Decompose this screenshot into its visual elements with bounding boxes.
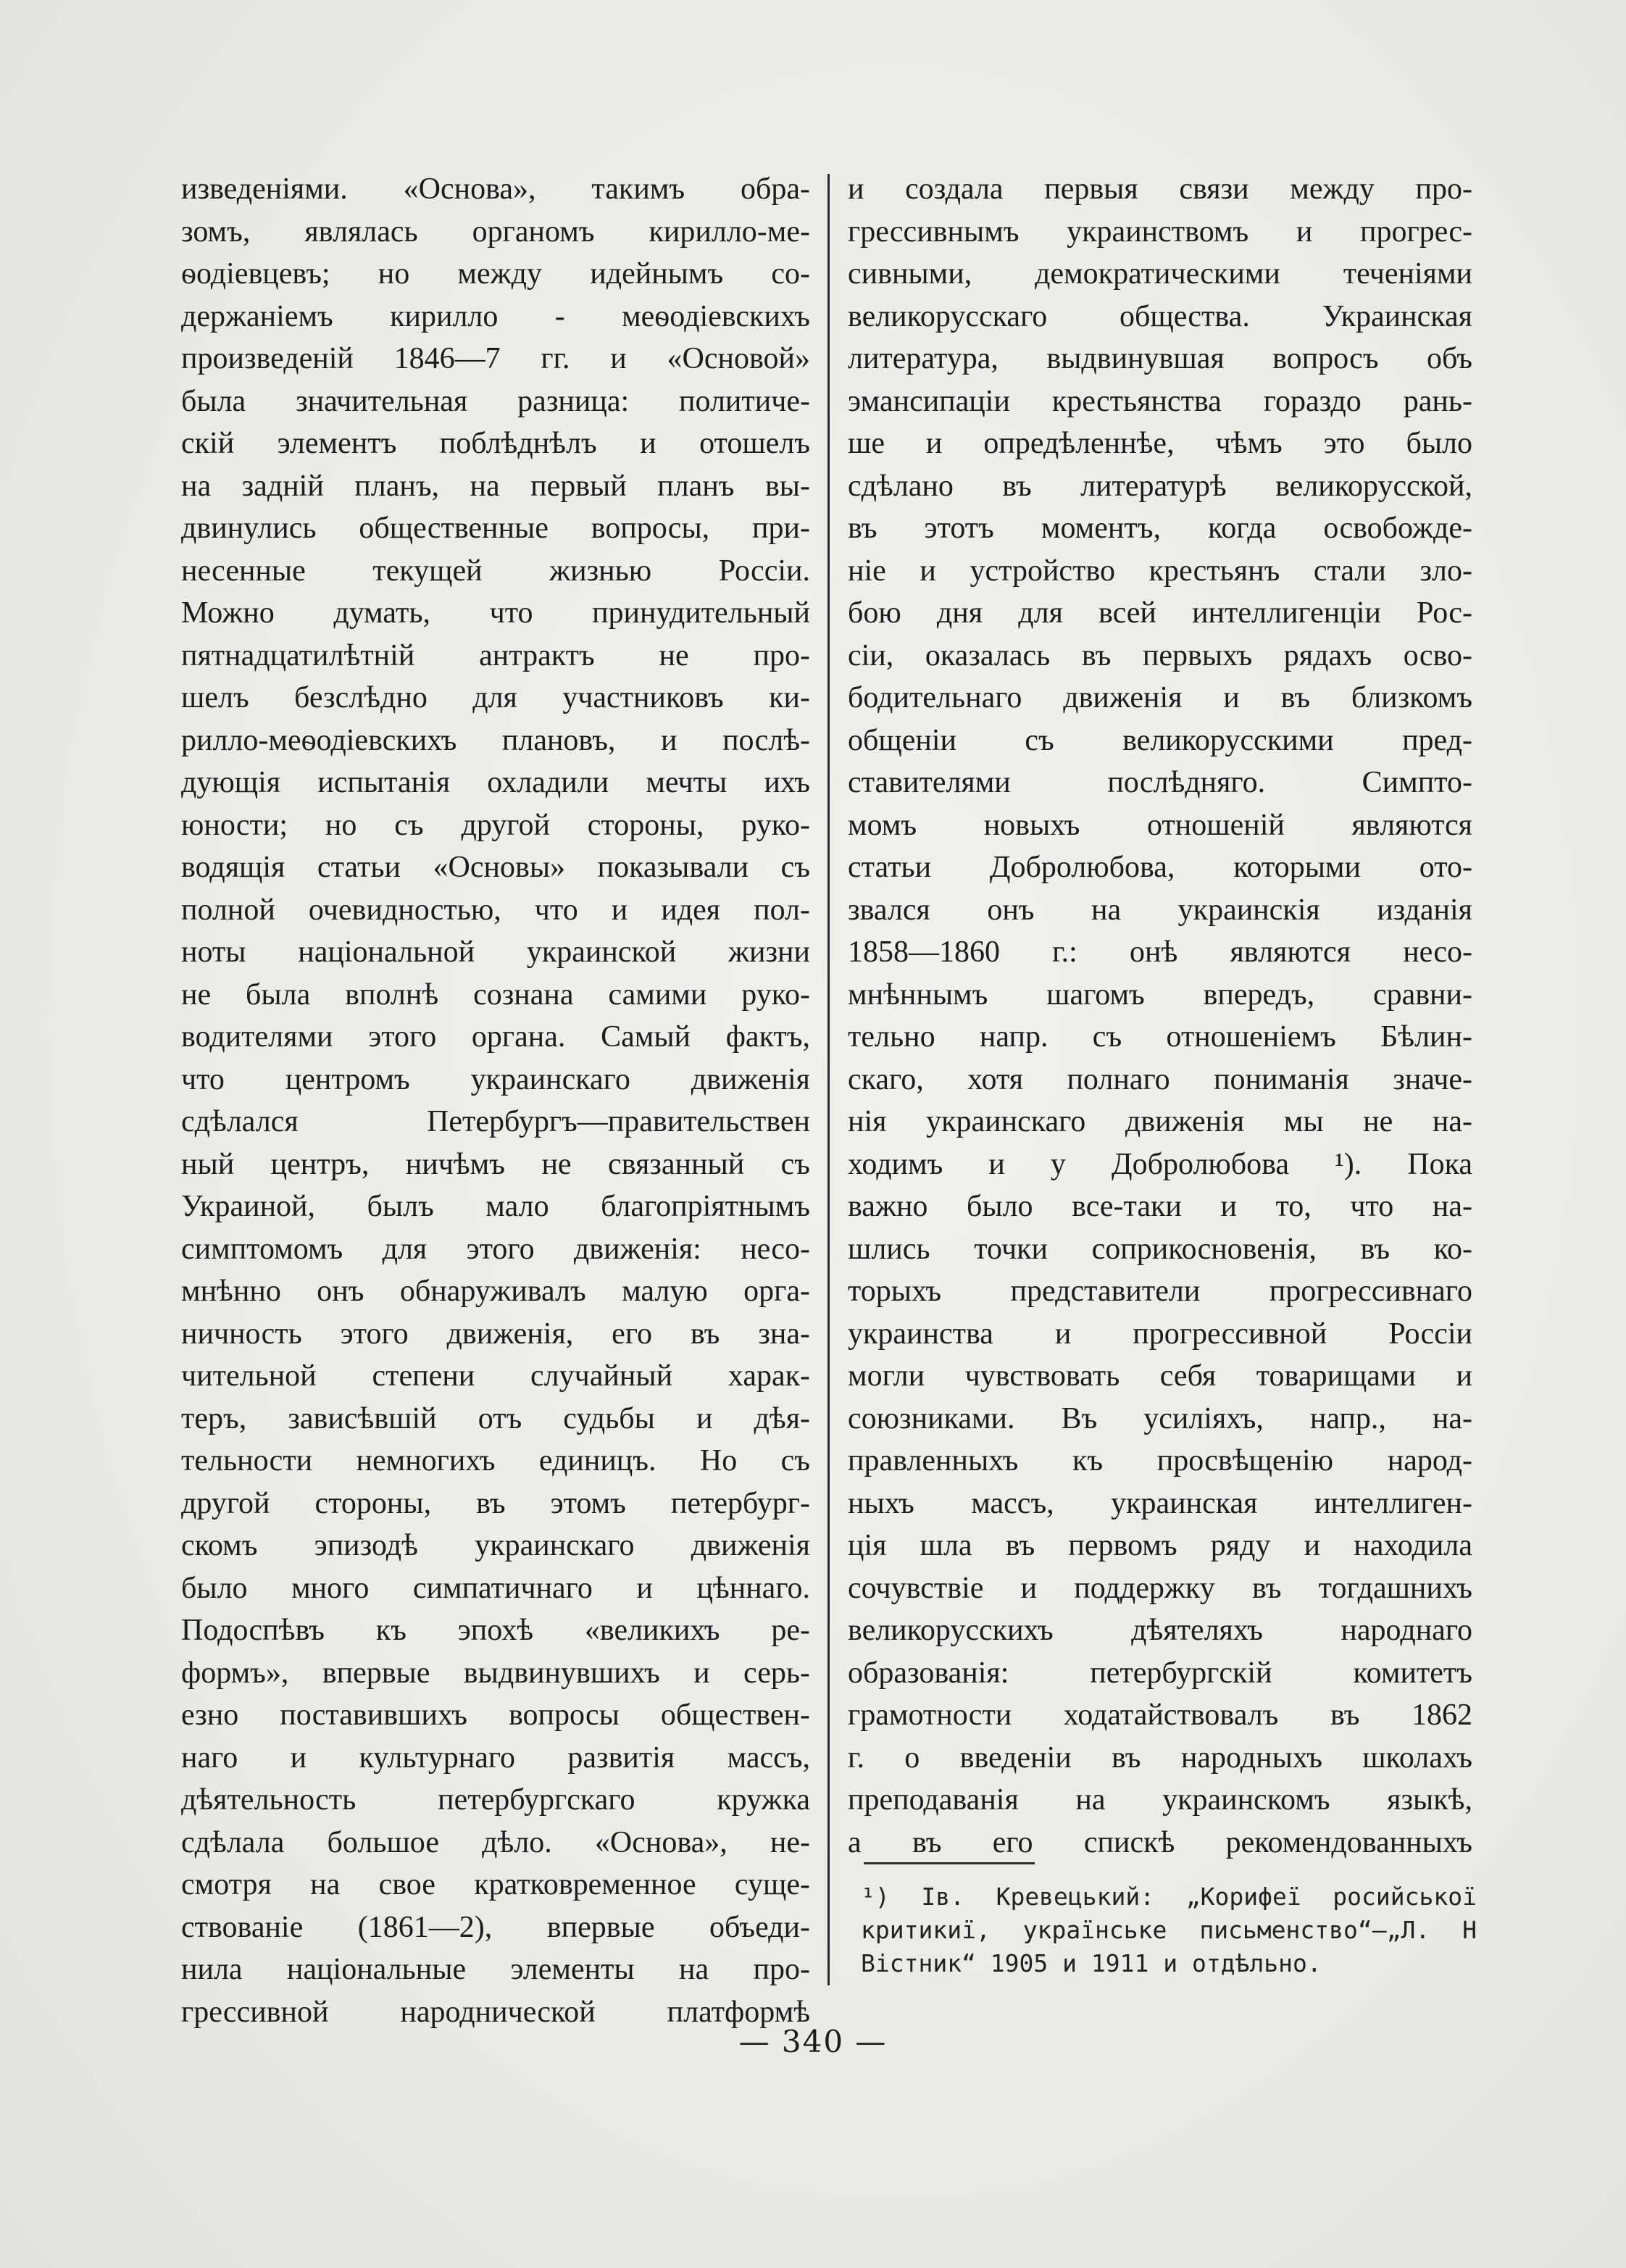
text-line: ныхъ массъ, украинская интеллиген- <box>848 1486 1472 1520</box>
text-line: момъ новыхъ отношеній являются <box>848 808 1472 842</box>
text-line: образованія: петербургскій комитетъ <box>848 1656 1472 1690</box>
text-line: рилло-меѳодіевскихъ плановъ, и послѣ- <box>181 723 810 757</box>
text-line: смотря на свое кратковременное суще- <box>181 1868 810 1901</box>
text-line: ставителями послѣдняго. Симпто- <box>848 766 1472 799</box>
text-line: сдѣлала большое дѣло. «Основа», не- <box>181 1825 810 1859</box>
text-line: наго и культурнаго развитія массъ, <box>181 1740 810 1775</box>
text-line: Украиной, былъ мало благопріятнымъ <box>181 1190 810 1223</box>
text-line: преподаванія на украинскомъ языкѣ, <box>848 1783 1472 1817</box>
left-text-column <box>181 168 810 2033</box>
text-line: мнѣннымъ шагомъ впередъ, сравни- <box>848 977 1472 1012</box>
footnote-separator <box>864 1862 1035 1864</box>
text-line: украинства и прогрессивной Россіи <box>848 1317 1472 1351</box>
text-line: езно поставившихъ вопросы обществен- <box>181 1698 810 1732</box>
text-line: другой стороны, въ этомъ петербург- <box>181 1486 810 1520</box>
text-line: ніе и устройство крестьянъ стали зло- <box>848 554 1472 588</box>
text-line: торыхъ представители прогрессивнаго <box>848 1275 1472 1308</box>
text-line: тельно напр. съ отношеніемъ Бѣлин- <box>848 1020 1472 1054</box>
text-line: ноты національной украинской жизни <box>181 935 810 969</box>
text-line: нія украинскаго движенія мы не на- <box>848 1105 1472 1138</box>
text-line: эмансипаціи крестьянства гораздо рань- <box>848 384 1472 418</box>
text-line: Можно думать, что принудительный <box>181 596 810 630</box>
text-line: что центромъ украинскаго движенія <box>181 1062 810 1096</box>
column-divider <box>827 174 830 1985</box>
text-line: могли чувствовать себя товарищами и <box>848 1359 1472 1393</box>
text-line: двинулись общественные вопросы, при- <box>181 512 810 545</box>
text-line: литература, выдвинувшая вопросъ объ <box>848 342 1472 375</box>
text-line: въ этотъ моментъ, когда освобожде- <box>848 512 1472 545</box>
text-line: а въ его спискѣ рекомендованныхъ <box>848 1825 1472 1859</box>
text-line: держаніемъ кирилло - меѳодіевскихъ <box>181 299 810 333</box>
text-line: было много симпатичнаго и цѣннаго. <box>181 1571 810 1605</box>
text-line: тельности немногихъ единицъ. Но съ <box>181 1444 810 1477</box>
text-line: Подоспѣвъ къ эпохѣ «великихъ ре- <box>181 1614 810 1647</box>
text-line: водящія статьи «Основы» показывали съ <box>181 851 810 884</box>
text-line: произведеній 1846—7 гг. и «Основой» <box>181 342 810 375</box>
text-line: на задній планъ, на первый планъ вы- <box>181 469 810 503</box>
text-line: важно было все-таки и то, что на- <box>848 1190 1472 1223</box>
text-line: скій элементъ поблѣднѣлъ и отошелъ <box>181 427 810 460</box>
text-line: великорусскихъ дѣятеляхъ народнаго <box>848 1614 1472 1647</box>
text-line: бою дня для всей интеллигенціи Рос- <box>848 596 1472 630</box>
text-line: скомъ эпизодѣ украинскаго движенія <box>181 1529 810 1562</box>
text-line: 1858—1860 г.: онѣ являются несо- <box>848 935 1472 969</box>
text-line: симптомомъ для этого движенія: несо- <box>181 1232 810 1266</box>
text-line: и создала первыя связи между про- <box>848 172 1472 206</box>
text-line: великорусскаго общества. Украинская <box>848 299 1472 333</box>
text-line: водителями этого органа. Самый фактъ, <box>181 1020 810 1054</box>
text-line: сіи, оказалась въ первыхъ рядахъ осво- <box>848 638 1472 672</box>
text-line: скаго, хотя полнаго пониманія значе- <box>848 1062 1472 1096</box>
text-line: звался онъ на украинскія изданія <box>848 893 1472 927</box>
footnote-block <box>861 1880 1477 1980</box>
text-line: статьи Добролюбова, которыми ото- <box>848 851 1472 884</box>
text-line: нила національные элементы на про- <box>181 1953 810 1986</box>
text-line: не была вполнѣ сознана самими руко- <box>181 977 810 1012</box>
text-line: ше и опредѣленнѣе, чѣмъ это было <box>848 427 1472 460</box>
text-line: теръ, зависѣвшій отъ судьбы и дѣя- <box>181 1401 810 1435</box>
text-line: грессивнымъ украинствомъ и прогрес- <box>848 214 1472 249</box>
text-line: ничность этого движенія, его въ зна- <box>181 1317 810 1351</box>
text-line: шлись точки соприкосновенія, въ ко- <box>848 1232 1472 1266</box>
text-line: изведеніями. «Основа», такимъ обра- <box>181 172 810 206</box>
footnote-line: Вістник“ 1905 и 1911 и отдѣльно. <box>861 1949 1322 1977</box>
text-line: правленныхъ къ просвѣщенію народ- <box>848 1444 1472 1477</box>
text-line: зомъ, являлась органомъ кирилло-ме- <box>181 214 810 249</box>
text-line: ходимъ и у Добролюбова ¹). Пока <box>848 1147 1472 1181</box>
text-line: грессивной народнической платформѣ <box>181 1995 810 2029</box>
text-line: формъ», впервые выдвинувшихъ и серь- <box>181 1656 810 1690</box>
text-line: сдѣлался Петербургъ—правительствен <box>181 1105 810 1138</box>
text-line: чительной степени случайный харак- <box>181 1359 810 1393</box>
text-line: дующія испытанія охладили мечты ихъ <box>181 766 810 799</box>
text-line: сивными, демократическими теченіями <box>848 257 1472 291</box>
text-line: ція шла въ первомъ ряду и находила <box>848 1529 1472 1562</box>
text-line: общеніи съ великорусскими пред- <box>848 723 1472 757</box>
text-line: ный центръ, ничѣмъ не связанный съ <box>181 1147 810 1181</box>
text-line: г. о введеніи въ народныхъ школахъ <box>848 1740 1472 1775</box>
text-line: сочувствіе и поддержку въ тогдашнихъ <box>848 1571 1472 1605</box>
text-line: ѳодіевцевъ; но между идейнымъ со- <box>181 257 810 291</box>
text-line: ствованіе (1861—2), впервые объеди- <box>181 1910 810 1944</box>
text-line: пятнадцатилѣтній антрактъ не про- <box>181 638 810 672</box>
text-line: мнѣнно онъ обнаруживалъ малую орга- <box>181 1275 810 1308</box>
text-line: грамотности ходатайствовалъ въ 1862 <box>848 1698 1472 1732</box>
text-line: дѣятельность петербургскаго кружка <box>181 1783 810 1817</box>
text-line: была значительная разница: политиче- <box>181 384 810 418</box>
text-line: юности; но съ другой стороны, руко- <box>181 808 810 842</box>
footnote-line: критикиї, українське письменство“—„Л. Н <box>861 1916 1477 1944</box>
right-text-column <box>848 168 1472 1864</box>
text-line: несенные текущей жизнью Россіи. <box>181 554 810 588</box>
footnote-line: ¹) Ів. Кревецький: „Корифеї росийської <box>861 1883 1477 1911</box>
text-line: полной очевидностью, что и идея пол- <box>181 893 810 927</box>
text-line: бодительнаго движенія и въ близкомъ <box>848 681 1472 714</box>
text-line: сдѣлано въ литературѣ великорусской, <box>848 469 1472 503</box>
text-line: шелъ безслѣдно для участниковъ ки- <box>181 681 810 714</box>
text-line: союзниками. Въ усиліяхъ, напр., на- <box>848 1401 1472 1435</box>
page-number: — 340 — <box>738 2024 888 2059</box>
